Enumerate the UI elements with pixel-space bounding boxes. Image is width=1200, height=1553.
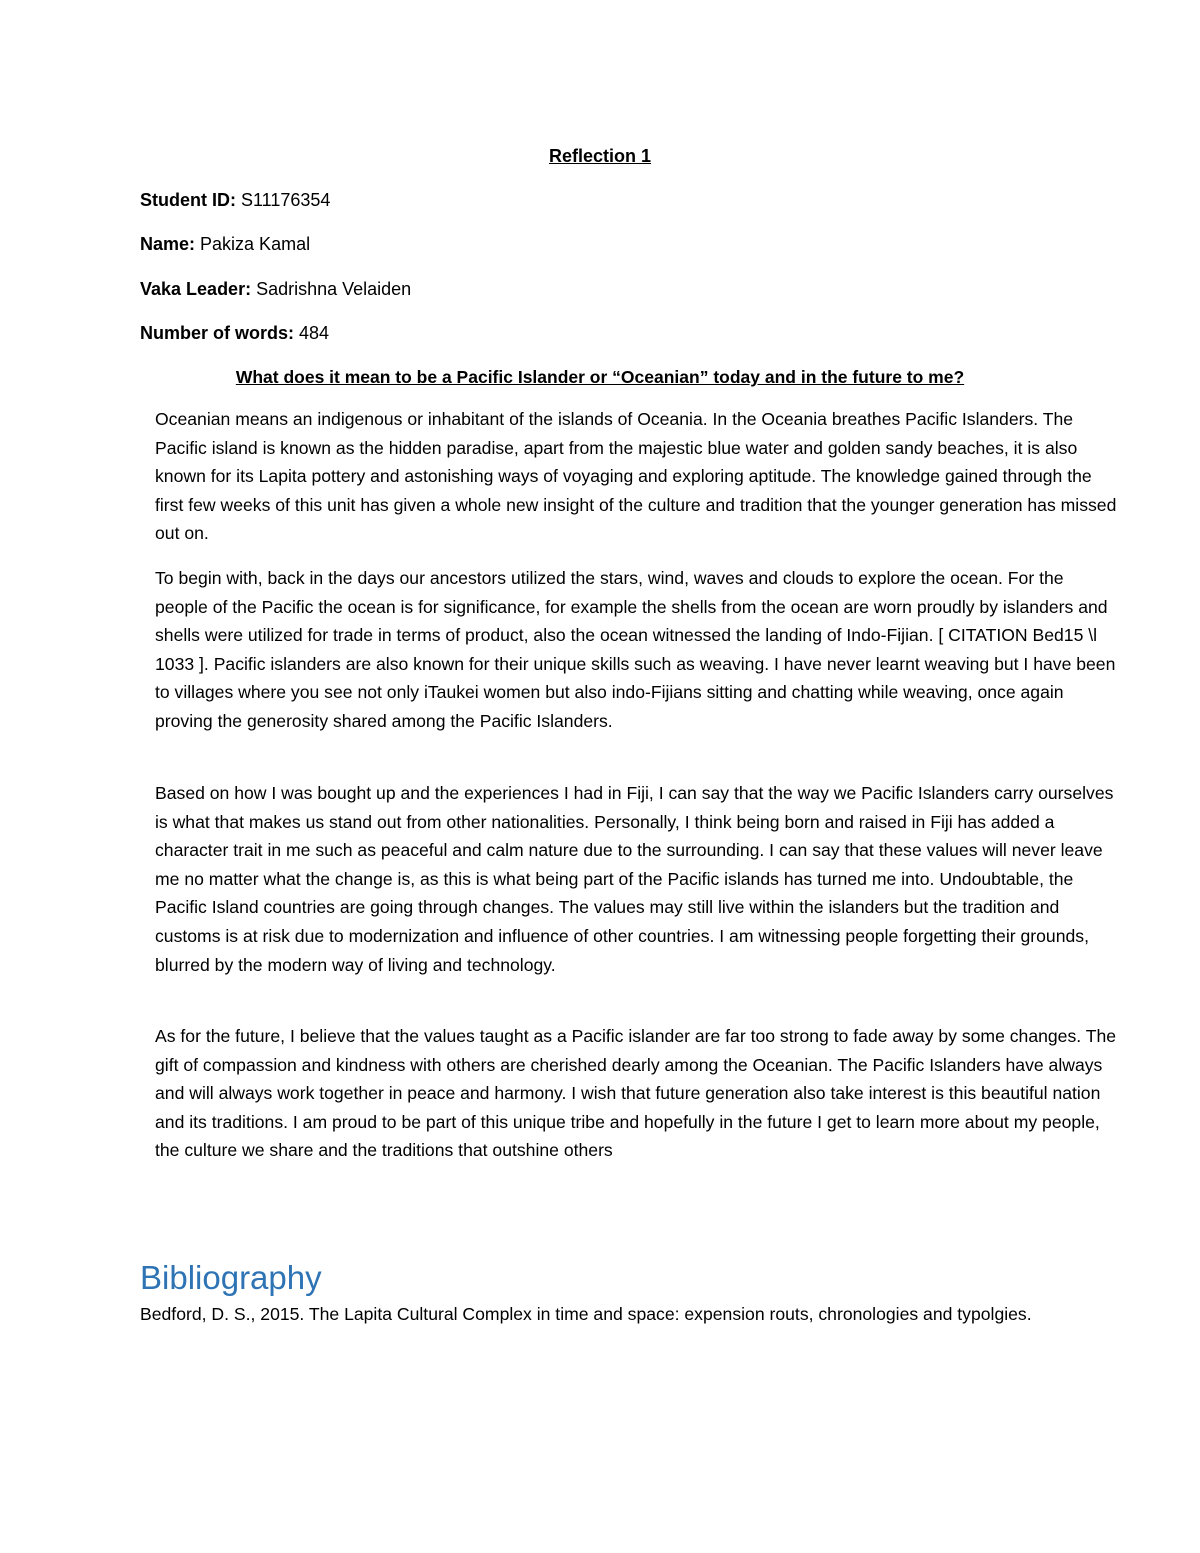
- paragraph-1: Oceanian means an indigenous or inhabitant of the islands of Oceania. In the Oceania breathes Pacific Islanders. The Pacific island is known as the hidden paradise, apart from the majestic blue water and golden sandy beaches, it is also known for its Lapita pottery and astonishing ways of voyaging and exploring aptitude. The knowledge gained through the first few weeks of this unit has given a whole new insight of the culture and tradition that the younger generation has missed out on.: [155, 409, 1117, 544]
- word-count-label: Number of words:: [140, 323, 295, 343]
- vaka-leader-value: Sadrishna Velaiden: [251, 279, 412, 299]
- student-id-value: S11176354: [236, 190, 331, 210]
- student-id-line: [140, 187, 330, 213]
- vaka-leader-label: Vaka Leader:: [140, 279, 252, 299]
- name-label: Name:: [140, 234, 196, 254]
- paragraph-2: To begin with, back in the days our ancestors utilized the stars, wind, waves and clouds to explore the ocean. For the people of the Pacific the ocean is for significance, for example the shells from the ocean are worn proudly by islanders and shells were utilized for trade in terms of product, also the ocean witnessed the landing of Indo-Fijian. [ CITATION Bed15 \l 1033 ]. Pacific islanders are also known for their unique skills such as weaving. I have never learnt weaving but I have been to villages where you see not only iTaukei women but also indo-Fijians sitting and chatting while weaving, once again proving the generosity shared among the Pacific Islanders.: [155, 568, 1116, 731]
- document-title: Reflection 1: [548, 146, 652, 166]
- word-count-line: [140, 320, 329, 346]
- student-id-label: Student ID:: [140, 190, 236, 210]
- vaka-leader-line: [140, 276, 411, 302]
- essay-question: What does it mean to be a Pacific Islander or “Oceanian” today and in the future to me?: [235, 367, 965, 387]
- bibliography-heading: Bibliography: [140, 1259, 322, 1296]
- bibliography-entry: Bedford, D. S., 2015. The Lapita Cultural Complex in time and space: expension routs, chronologies and typolgies.: [140, 1304, 1032, 1324]
- name-value: Pakiza Kamal: [195, 234, 311, 254]
- paragraph-4: As for the future, I believe that the values taught as a Pacific islander are far too strong to fade away by some changes. The gift of compassion and kindness with others are cherished dearly among the Oceanian. The Pacific Islanders have always and will always work together in peace and harmony. I wish that future generation also take interest is this beautiful nation and its traditions. I am proud to be part of this unique tribe and hopefully in the future I get to learn more about my people, the culture we share and the traditions that outshine others: [155, 1026, 1117, 1161]
- paragraph-3: Based on how I was bought up and the experiences I had in Fiji, I can say that the way we Pacific Islanders carry ourselves is what that makes us stand out from other nationalities. Personally, I think being born and raised in Fiji has added a character trait in me such as peaceful and calm nature due to the surrounding. I can say that these values will never leave me no matter what the change is, as this is what being part of the Pacific islands has turned me into. Undoubtable, the Pacific Island countries are going through changes. The values may still live within the islanders but the tradition and customs is at risk due to modernization and influence of other countries. I am witnessing people forgetting their grounds, blurred by the modern way of living and technology.: [155, 783, 1114, 975]
- name-line: [140, 231, 310, 257]
- word-count-value: 484: [294, 323, 330, 343]
